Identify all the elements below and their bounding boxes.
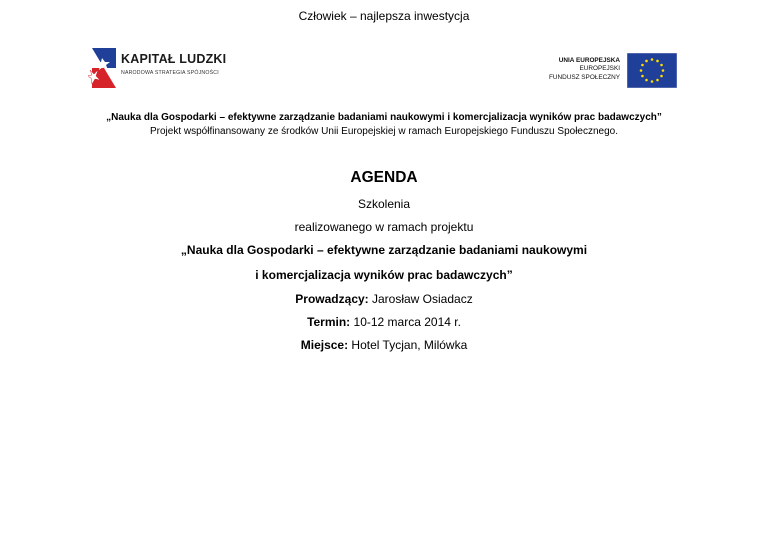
eu-star-icon (656, 79, 659, 82)
kapital-ludzki-subtitle: NARODOWA STRATEGIA SPÓJNOŚCI (121, 70, 219, 76)
place-row (0, 338, 768, 352)
eu-star-icon (641, 75, 644, 78)
eu-logo-line1: UNIA EUROPEJSKA (558, 57, 620, 64)
eu-logo-line3: FUNDUSZ SPOŁECZNY (548, 73, 620, 81)
place-value: Hotel Tycjan, Milówka (348, 338, 468, 352)
eu-logo-text (549, 57, 620, 82)
agenda-project-name-line2: i komercjalizacja wyników prac badawczych” (255, 268, 513, 282)
eu-flag-icon (627, 53, 677, 88)
trainer-row (0, 292, 768, 306)
kapital-ludzki-emblem-icon (88, 46, 118, 90)
eu-star-icon (660, 75, 663, 78)
date-label: Termin: (307, 315, 351, 329)
eu-star-icon (656, 60, 659, 63)
kapital-ludzki-title: KAPITAŁ LUDZKI (121, 52, 227, 66)
cofinancing-note: Projekt współfinansowany ze środków Unii Europejskiej w ramach Europejskiego Funduszu Społecznego. (149, 126, 619, 137)
eu-star-icon (641, 64, 644, 67)
agenda-heading: AGENDA (350, 169, 418, 186)
date-value: 10-12 marca 2014 r. (350, 315, 461, 329)
date-row (0, 315, 768, 329)
eu-star-icon (662, 69, 665, 72)
agenda-line-training: Szkolenia (357, 197, 411, 211)
eu-star-icon (651, 58, 654, 61)
trainer-value: Jarosław Osiadacz (368, 292, 473, 306)
eu-logo-line2: EUROPEJSKI (579, 65, 620, 73)
agenda-line-project: realizowanego w ramach projektu (294, 220, 474, 234)
agenda-project-name-line1: „Nauka dla Gospodarki – efektywne zarządzanie badaniami naukowymi (180, 243, 588, 257)
eu-star-icon (640, 69, 643, 72)
project-title: „Nauka dla Gospodarki – efektywne zarządzanie badaniami naukowymi i komercjalizacja wyników prac badawczych” (106, 112, 662, 123)
eu-logo (540, 52, 680, 92)
kapital-ludzki-logo (88, 46, 228, 90)
eu-star-icon (660, 64, 663, 67)
eu-star-icon (645, 79, 648, 82)
eu-star-icon (645, 60, 648, 63)
trainer-label: Prowadzący: (295, 292, 369, 306)
place-label: Miejsce: (300, 338, 349, 352)
eu-star-icon (651, 80, 654, 83)
header-slogan: Człowiek – najlepsza inwestycja (298, 9, 470, 23)
